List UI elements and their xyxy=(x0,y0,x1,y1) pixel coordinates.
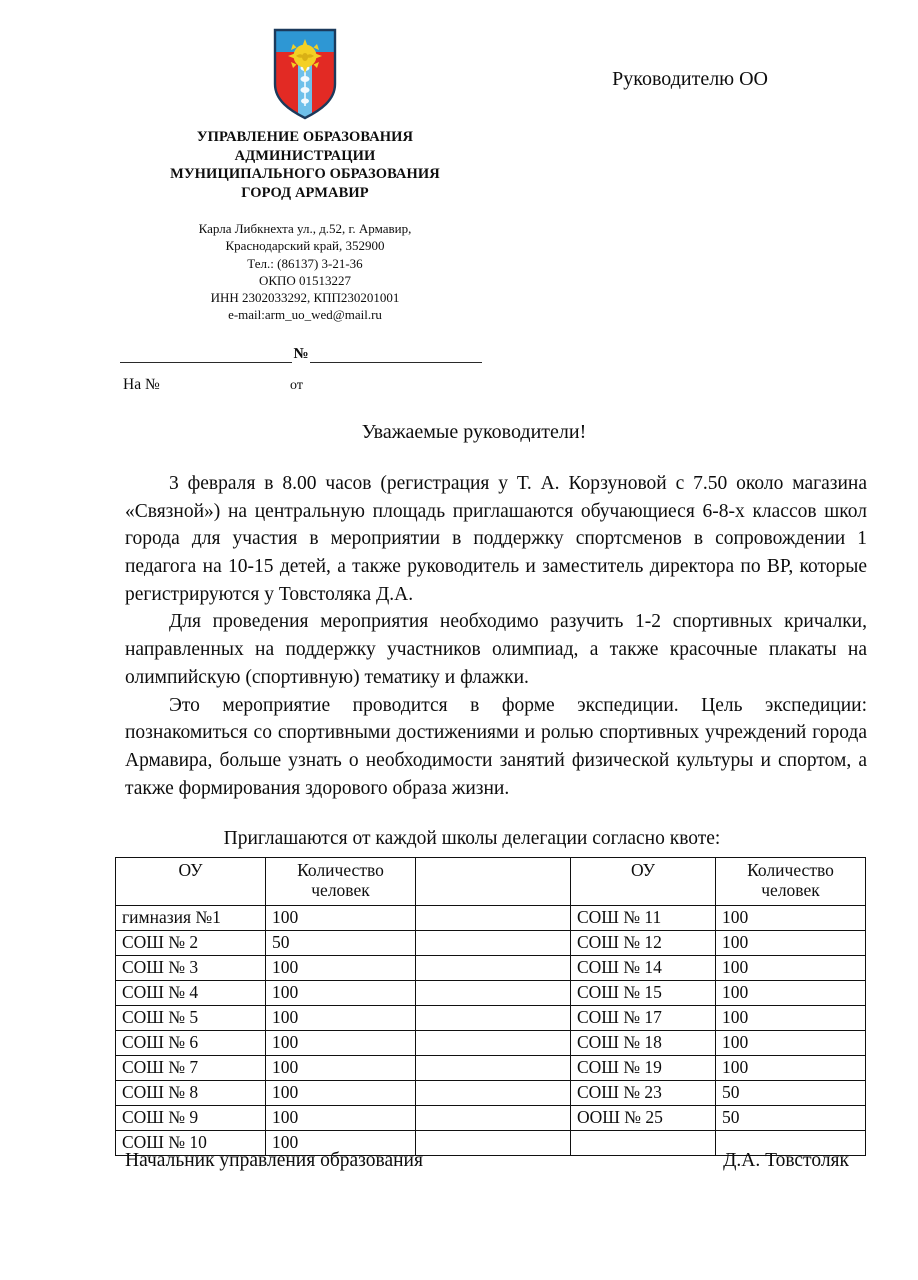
cell-spacer xyxy=(416,1106,571,1131)
cell-left-count: 100 xyxy=(266,906,416,931)
cell-spacer xyxy=(416,981,571,1006)
cell-right-count: 50 xyxy=(716,1081,866,1106)
cell-right-count: 100 xyxy=(716,931,866,956)
on-number-label: На № xyxy=(123,376,160,393)
cell-left-count: 100 xyxy=(266,956,416,981)
cell-right-count: 100 xyxy=(716,956,866,981)
cell-right-count: 100 xyxy=(716,1031,866,1056)
cell-left-ou: СОШ № 8 xyxy=(116,1081,266,1106)
cell-left-ou: СОШ № 7 xyxy=(116,1056,266,1081)
cell-left-ou: СОШ № 4 xyxy=(116,981,266,1006)
cell-left-ou: СОШ № 2 xyxy=(116,931,266,956)
cell-right-count: 100 xyxy=(716,981,866,1006)
cell-left-count: 50 xyxy=(266,931,416,956)
letterhead xyxy=(115,26,495,323)
cell-left-ou: СОШ № 5 xyxy=(116,1006,266,1031)
paragraph-2: Для проведения мероприятия необходимо разучить 1-2 спортивных кричалки, направленных на поддержку участников олимпиад, а также красочные плакаты на олимпийскую (спортивную) тематику и флажки. xyxy=(125,611,867,688)
table-row xyxy=(116,931,866,956)
cell-right-ou: СОШ № 14 xyxy=(571,956,716,981)
coat-of-arms-icon xyxy=(271,26,339,122)
salutation-text: Уважаемые руководители! xyxy=(361,421,587,443)
cell-spacer xyxy=(416,1056,571,1081)
cell-left-count: 100 xyxy=(266,1031,416,1056)
emblem-container xyxy=(115,26,495,122)
school-quota-table xyxy=(115,857,866,1156)
organization-name xyxy=(155,128,455,202)
header-ou-right: ОУ xyxy=(571,858,716,906)
header-count-left xyxy=(266,858,416,906)
inn-kpp-line: ИНН 2302033292, КПП230201001 xyxy=(210,289,400,305)
cell-spacer xyxy=(416,1081,571,1106)
cell-right-ou: СОШ № 18 xyxy=(571,1031,716,1056)
cell-spacer xyxy=(416,1031,571,1056)
table-row xyxy=(116,1106,866,1131)
org-line-3: МУНИЦИПАЛЬНОГО ОБРАЗОВАНИЯ xyxy=(170,166,440,183)
table-row xyxy=(116,1031,866,1056)
table-intro-line xyxy=(0,828,918,850)
cell-left-ou: СОШ № 9 xyxy=(116,1106,266,1131)
from-date-label: от xyxy=(290,378,303,393)
cell-right-ou: СОШ № 17 xyxy=(571,1006,716,1031)
cell-right-count: 100 xyxy=(716,1006,866,1031)
cell-right-ou: СОШ № 19 xyxy=(571,1056,716,1081)
cell-right-ou: СОШ № 23 xyxy=(571,1081,716,1106)
cell-spacer xyxy=(416,931,571,956)
cell-left-count: 100 xyxy=(266,1006,416,1031)
table-row xyxy=(116,906,866,931)
signatory-name: Д.А. Товстоляк xyxy=(723,1150,849,1171)
cell-left-count: 100 xyxy=(266,981,416,1006)
cell-right-count: 100 xyxy=(716,906,866,931)
cell-right-count: 100 xyxy=(716,1056,866,1081)
header-count-right xyxy=(716,858,866,906)
cell-spacer xyxy=(416,906,571,931)
header-ou-left: ОУ xyxy=(116,858,266,906)
cell-right-ou: СОШ № 11 xyxy=(571,906,716,931)
table-intro-text: Приглашаются от каждой школы делегации согласно квоте: xyxy=(223,828,721,849)
addressee-line: Руководителю ОО xyxy=(612,68,768,90)
reference-rule-right xyxy=(310,348,482,363)
body-text xyxy=(125,470,867,802)
cell-left-count: 100 xyxy=(266,1081,416,1106)
cell-left-count: 100 xyxy=(266,1106,416,1131)
header-count-right-line2: человек xyxy=(761,880,820,901)
address-line-1: Карла Либкнехта ул., д.52, г. Армавир, xyxy=(198,221,412,237)
cell-right-ou: СОШ № 15 xyxy=(571,981,716,1006)
cell-left-count: 100 xyxy=(266,1131,416,1156)
number-symbol: № xyxy=(293,346,309,362)
header-count-left-line2: человек xyxy=(311,880,370,901)
table-header-row xyxy=(116,858,866,906)
paragraph-1: 3 февраля в 8.00 часов (регистрация у Т. А. Корзуновой с 7.50 около магазина «Связной») на центральную площадь приглашаются обучающиеся 6-8-х классов школ города для участия в мероприятии в поддержку спортсменов в сопровождении 1 педагога на 10-15 детей, а также руководитель и заместитель директора по ВР, которые регистрируются у Товстоляка Д.А. xyxy=(125,473,867,605)
quota-table-body xyxy=(116,858,866,1156)
cell-left-ou: гимназия №1 xyxy=(116,906,266,931)
reference-number-line xyxy=(120,348,482,363)
cell-left-ou: СОШ № 10 xyxy=(116,1131,266,1156)
cell-left-count: 100 xyxy=(266,1056,416,1081)
cell-spacer xyxy=(416,956,571,981)
table-row xyxy=(116,981,866,1006)
paragraph-3: Это мероприятие проводится в форме экспедиции. Цель экспедиции: познакомиться со спортивными достижениями и ролью спортивных учреждений города Армавира, больше узнать о необходимости занятий физической культуры и спортом, а также формирования здорового образа жизни. xyxy=(125,694,867,799)
table-row xyxy=(116,1081,866,1106)
cell-spacer xyxy=(416,1006,571,1031)
table-row xyxy=(116,1056,866,1081)
org-line-4: ГОРОД АРМАВИР xyxy=(241,184,369,201)
phone-line: Тел.: (86137) 3-21-36 xyxy=(247,255,363,271)
contact-block xyxy=(115,220,495,323)
signatory-title: Начальник управления образования xyxy=(125,1150,423,1171)
email-line: e-mail:arm_uo_wed@mail.ru xyxy=(228,306,382,322)
address-line-2: Краснодарский край, 352900 xyxy=(225,238,385,254)
cell-left-ou: СОШ № 3 xyxy=(116,956,266,981)
cell-left-ou: СОШ № 6 xyxy=(116,1031,266,1056)
cell-right-ou: СОШ № 12 xyxy=(571,931,716,956)
header-count-left-line1: Количество xyxy=(297,860,384,880)
cell-right-count: 50 xyxy=(716,1106,866,1131)
org-line-2: АДМИНИСТРАЦИИ xyxy=(234,147,376,164)
reference-rule-left xyxy=(120,348,292,363)
table-row xyxy=(116,956,866,981)
table-row xyxy=(116,1006,866,1031)
header-count-right-line1: Количество xyxy=(747,860,834,880)
signature-block xyxy=(125,1150,867,1172)
header-spacer xyxy=(416,858,571,906)
okpo-line: ОКПО 01513227 xyxy=(258,272,352,288)
cell-right-ou: ООШ № 25 xyxy=(571,1106,716,1131)
org-line-1: УПРАВЛЕНИЕ ОБРАЗОВАНИЯ xyxy=(196,129,414,145)
salutation xyxy=(0,421,918,444)
